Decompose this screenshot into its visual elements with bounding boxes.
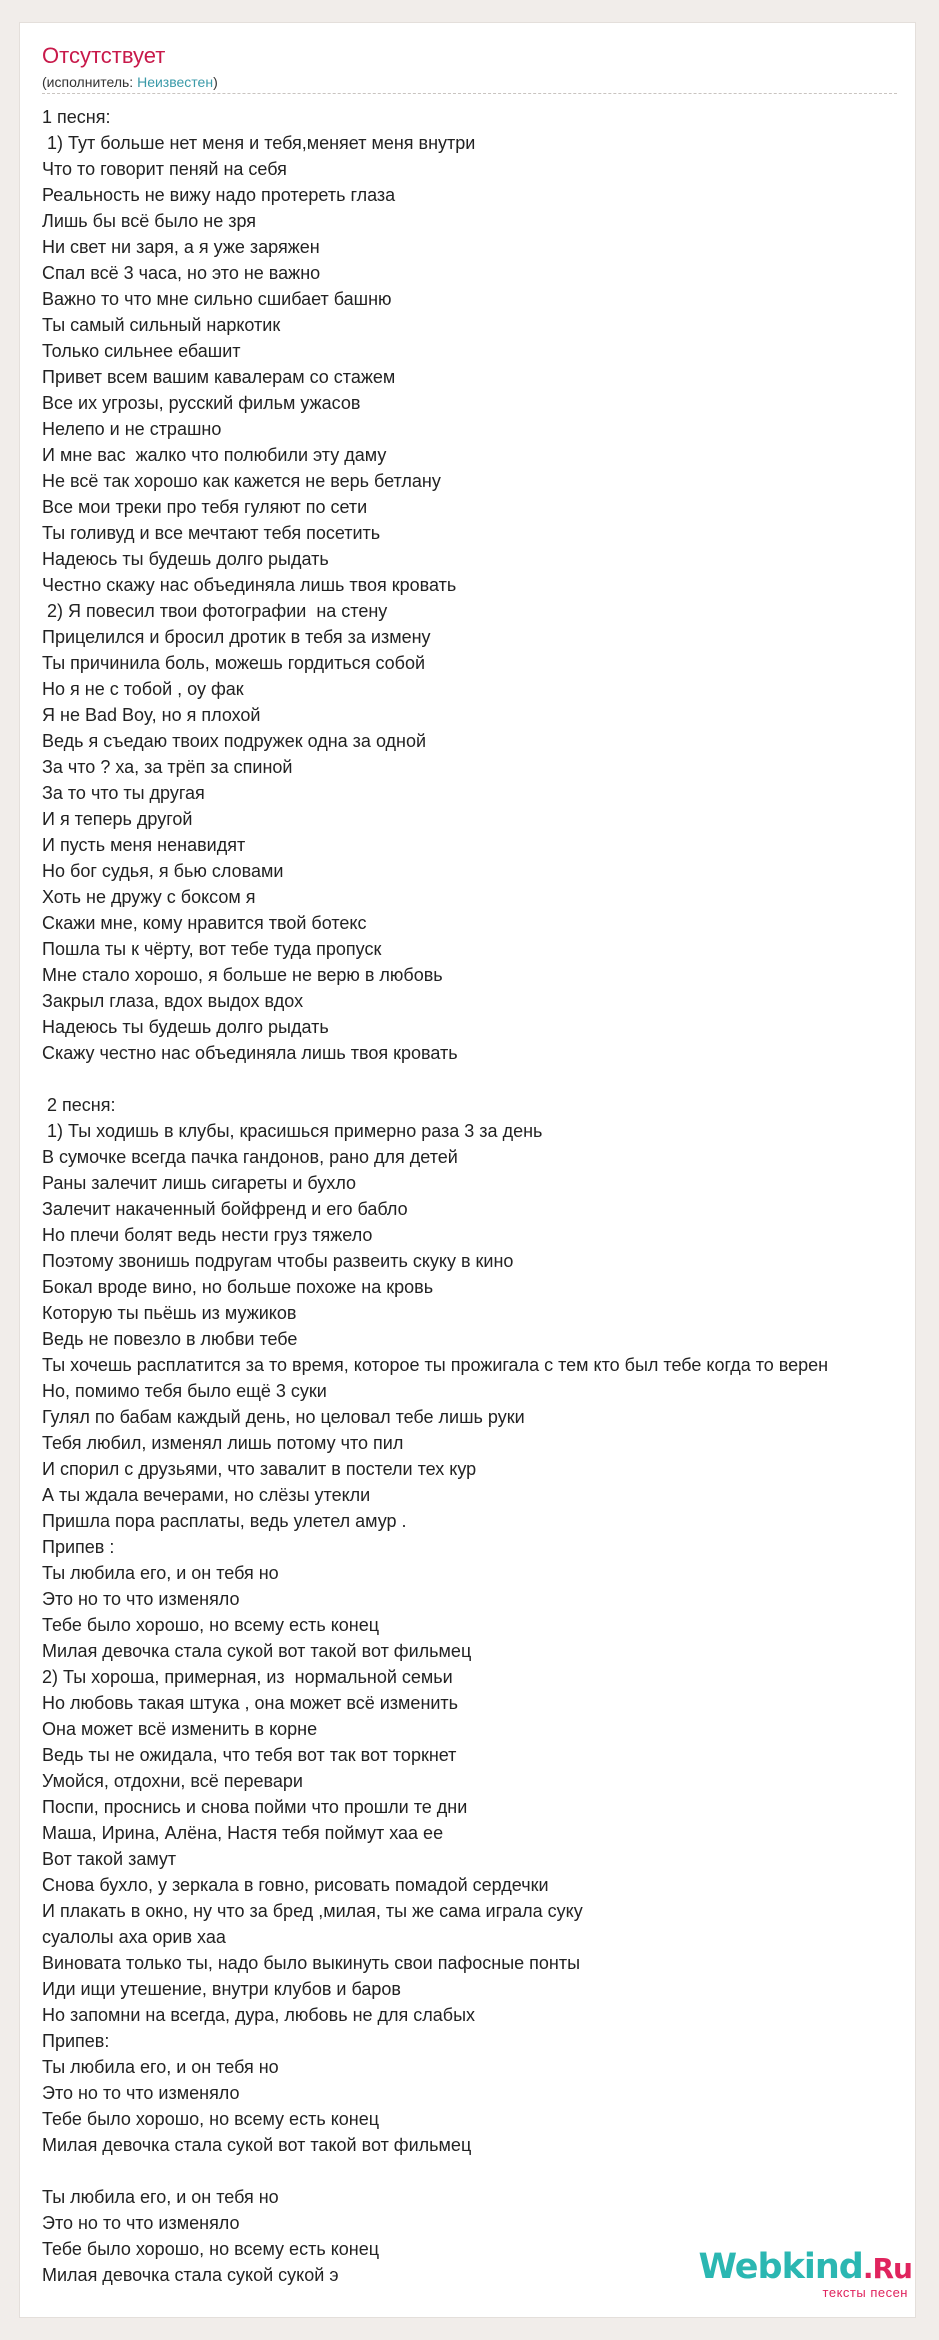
lyrics-card	[19, 22, 916, 2318]
lyric-line: Нелепо и не страшно	[42, 419, 222, 439]
lyric-line: Ни свет ни заря, а я уже заряжен	[42, 237, 320, 257]
lyric-line	[42, 2158, 915, 2184]
lyric-line: Это но то что изменяло	[42, 1589, 240, 1609]
lyric-line: Тебе было хорошо, но всему есть конец	[42, 2239, 380, 2259]
lyric-line: Бокал вроде вино, но больше похоже на кровь	[42, 1277, 434, 1297]
lyric-line: Это но то что изменяло	[42, 2083, 240, 2103]
performer-suffix: )	[213, 74, 218, 90]
lyric-line: Маша, Ирина, Алёна, Настя тебя поймут хаа ее	[42, 1823, 444, 1843]
performer-link[interactable]: Неизвестен	[137, 74, 214, 90]
lyric-line: Надеюсь ты будешь долго рыдать	[42, 1017, 329, 1037]
lyrics-text	[42, 104, 915, 2288]
lyric-line: Ты хочешь расплатится за то время, которое ты прожигала с тем кто был тебе когда то верен	[42, 1355, 829, 1375]
lyric-line: 1) Тут больше нет меня и тебя,меняет меня внутри	[42, 133, 476, 153]
lyric-line: В сумочке всегда пачка гандонов, рано для детей	[42, 1147, 458, 1167]
lyric-line: Тебя любил, изменял лишь потому что пил	[42, 1433, 404, 1453]
lyric-line: Пришла пора расплаты, ведь улетел амур .	[42, 1511, 407, 1531]
lyric-line: Снова бухло, у зеркала в говно, рисовать помадой сердечки	[42, 1875, 549, 1895]
lyric-line: Честно скажу нас объединяла лишь твоя кровать	[42, 575, 457, 595]
lyric-line: Иди ищи утешение, внутри клубов и баров	[42, 1979, 401, 1999]
lyric-line: Пошла ты к чёрту, вот тебе туда пропуск	[42, 939, 382, 959]
lyric-line: 2) Ты хороша, примерная, из нормальной семьи	[42, 1667, 453, 1687]
lyric-line: Виновата только ты, надо было выкинуть свои пафосные понты	[42, 1953, 581, 1973]
lyric-line: Но бог судья, я бью словами	[42, 861, 284, 881]
lyric-line: Все их угрозы, русский фильм ужасов	[42, 393, 361, 413]
lyric-line: Все мои треки про тебя гуляют по сети	[42, 497, 368, 517]
lyric-line: Но запомни на всегда, дура, любовь не для слабых	[42, 2005, 476, 2025]
lyric-line: И спорил с друзьями, что завалит в постели тех кур	[42, 1459, 477, 1479]
lyric-line: Поспи, проснись и снова пойми что прошли те дни	[42, 1797, 468, 1817]
lyric-line: Тебе было хорошо, но всему есть конец	[42, 1615, 380, 1635]
logo-tagline: тексты песен	[822, 2285, 908, 2300]
lyric-line: Спал всё 3 часа, но это не важно	[42, 263, 321, 283]
lyric-line: Ведь не повезло в любви тебе	[42, 1329, 298, 1349]
lyric-line: Скажи мне, кому нравится твой ботекс	[42, 913, 367, 933]
performer-line	[42, 74, 218, 90]
lyric-line: Только сильнее ебашит	[42, 341, 241, 361]
lyric-line: Но плечи болят ведь нести груз тяжело	[42, 1225, 373, 1245]
lyric-line: 2) Я повесил твои фотографии на стену	[42, 601, 388, 621]
logo-wordmark	[698, 2249, 912, 2287]
lyric-line: Ты голивуд и все мечтают тебя посетить	[42, 523, 381, 543]
lyric-line: Прицелился и бросил дротик в тебя за измену	[42, 627, 431, 647]
lyric-line: Ты любила его, и он тебя но	[42, 1563, 279, 1583]
lyric-line: И я теперь другой	[42, 809, 193, 829]
lyric-line: 2 песня:	[42, 1095, 116, 1115]
lyric-line: Вот такой замут	[42, 1849, 177, 1869]
lyric-line: Милая девочка стала сукой вот такой вот фильмец	[42, 2135, 472, 2155]
lyric-line: Но я не с тобой , оу фак	[42, 679, 244, 699]
lyric-line: Ты причинила боль, можешь гордиться собой	[42, 653, 426, 673]
lyric-line: Скажу честно нас объединяла лишь твоя кровать	[42, 1043, 458, 1063]
song-title: Отсутствует	[42, 43, 166, 68]
lyric-line: За что ? ха, за трёп за спиной	[42, 757, 293, 777]
lyric-line: Ты любила его, и он тебя но	[42, 2187, 279, 2207]
lyric-line: Но, помимо тебя было ещё 3 суки	[42, 1381, 327, 1401]
lyric-line: Лишь бы всё было не зря	[42, 211, 257, 231]
lyric-line: Милая девочка стала сукой вот такой вот фильмец	[42, 1641, 472, 1661]
lyric-line: суалолы аха орив хаа	[42, 1927, 226, 1947]
lyric-line: Ведь ты не ожидала, что тебя вот так вот торкнет	[42, 1745, 457, 1765]
logo-suffix: .Ru	[862, 2252, 912, 2285]
lyric-line: Это но то что изменяло	[42, 2213, 240, 2233]
lyric-line: 1) Ты ходишь в клубы, красишься примерно раза 3 за день	[42, 1121, 543, 1141]
lyric-line: Но любовь такая штука , она может всё изменить	[42, 1693, 459, 1713]
site-logo[interactable]	[698, 2249, 912, 2300]
lyric-line: И пусть меня ненавидят	[42, 835, 246, 855]
lyric-line: Раны залечит лишь сигареты и бухло	[42, 1173, 357, 1193]
lyric-line: И мне вас жалко что полюбили эту даму	[42, 445, 387, 465]
lyric-line: Хоть не дружу с боксом я	[42, 887, 256, 907]
lyric-line: Я не Bad Boy, но я плохой	[42, 705, 261, 725]
lyric-line: Важно то что мне сильно сшибает башню	[42, 289, 392, 309]
lyric-line: Которую ты пьёшь из мужиков	[42, 1303, 297, 1323]
lyric-line: Ведь я съедаю твоих подружек одна за одной	[42, 731, 427, 751]
lyric-line: Умойся, отдохни, всё перевари	[42, 1771, 303, 1791]
lyric-line: Что то говорит пеняй на себя	[42, 159, 287, 179]
lyric-line: Закрыл глаза, вдох выдох вдох	[42, 991, 304, 1011]
lyric-line: За то что ты другая	[42, 783, 205, 803]
lyric-line: Мне стало хорошо, я больше не верю в любовь	[42, 965, 443, 985]
lyric-line: Тебе было хорошо, но всему есть конец	[42, 2109, 380, 2129]
lyric-line: Она может всё изменить в корне	[42, 1719, 318, 1739]
lyric-line: Надеюсь ты будешь долго рыдать	[42, 549, 329, 569]
lyric-line: Милая девочка стала сукой сукой э	[42, 2265, 339, 2285]
lyric-line: Гулял по бабам каждый день, но целовал тебе лишь руки	[42, 1407, 525, 1427]
lyric-line: 1 песня:	[42, 107, 111, 127]
lyric-line: Привет всем вашим кавалерам со стажем	[42, 367, 396, 387]
lyric-line: Припев:	[42, 2031, 110, 2051]
lyric-line: Ты самый сильный наркотик	[42, 315, 281, 335]
lyric-line	[42, 1066, 915, 1092]
lyric-line: Припев :	[42, 1537, 115, 1557]
logo-main-text: Webkind	[698, 2247, 863, 2287]
lyric-line: Ты любила его, и он тебя но	[42, 2057, 279, 2077]
lyric-line: Не всё так хорошо как кажется не верь бетлану	[42, 471, 441, 491]
divider	[42, 93, 897, 94]
lyric-line: И плакать в окно, ну что за бред ,милая, ты же сама играла суку	[42, 1901, 583, 1921]
performer-prefix: (исполнитель:	[42, 74, 138, 90]
lyric-line: Залечит накаченный бойфренд и его бабло	[42, 1199, 408, 1219]
lyric-line: Поэтому звонишь подругам чтобы развеить скуку в кино	[42, 1251, 514, 1271]
lyric-line: Реальность не вижу надо протереть глаза	[42, 185, 396, 205]
lyric-line: А ты ждала вечерами, но слёзы утекли	[42, 1485, 371, 1505]
